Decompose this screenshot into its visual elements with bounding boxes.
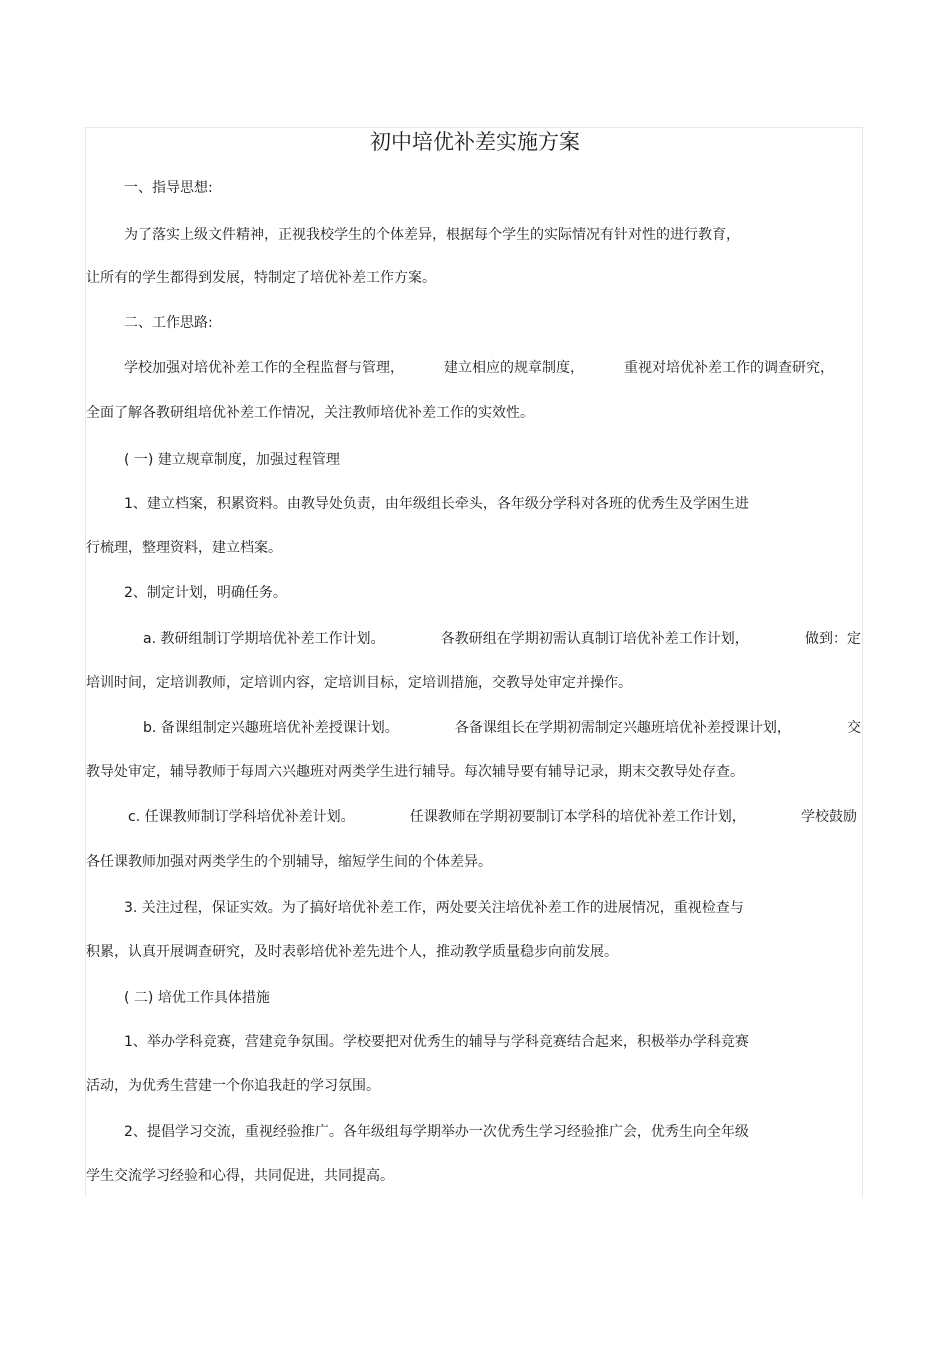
- text-segment: c. 任课教师制订学科培优补差计划。: [128, 809, 355, 825]
- list-item-line: 1、建立档案，积累资料。由教导处负责，由年级组长牵头，各年级分学科对各班的优秀生及学困生进: [124, 496, 749, 512]
- list-item-line: [128, 807, 857, 827]
- paragraph-line: 为了落实上级文件精神，正视我校学生的个体差异，根据每个学生的实际情况有针对性的进行教育，: [124, 227, 740, 243]
- text-segment: 各教研组在学期初需认真制订培优补差工作计划，: [440, 631, 749, 647]
- list-item-line: [143, 629, 861, 649]
- list-item-line: 积累，认真开展调查研究，及时表彰培优补差先进个人，推动教学质量稳步向前发展。: [86, 944, 618, 960]
- list-item-line: 1、举办学科竞赛，营建竞争氛围。学校要把对优秀生的辅导与学科竞赛结合起来，积极举办学科竞赛: [124, 1034, 749, 1050]
- section-heading-guiding-thought: 一、指导思想:: [124, 180, 213, 196]
- text-segment: a. 教研组制订学期培优补差工作计划。: [143, 631, 385, 647]
- text-segment: 重视对培优补差工作的调查研究，: [624, 360, 834, 376]
- document-title: 初中培优补差实施方案: [370, 130, 580, 154]
- list-item-line: 各任课教师加强对两类学生的个别辅导，缩短学生间的个体差异。: [86, 854, 492, 870]
- list-item-line: 活动，为优秀生营建一个你追我赶的学习氛围。: [86, 1078, 380, 1094]
- paragraph-line: [124, 358, 834, 378]
- list-item-line: 3. 关注过程，保证实效。为了搞好培优补差工作，两处要关注培优补差工作的进展情况，重视检查与: [124, 900, 744, 916]
- text-segment: b. 备课组制定兴趣班培优补差授课计划。: [143, 720, 399, 736]
- list-item-line: 行梳理，整理资料，建立档案。: [86, 540, 282, 556]
- subsection-heading-rules: ( 一) 建立规章制度，加强过程管理: [124, 452, 340, 468]
- text-segment: 学校加强对培优补差工作的全程监督与管理，: [124, 360, 404, 376]
- text-segment: 交: [846, 720, 861, 736]
- list-item-line: 学生交流学习经验和心得，共同促进，共同提高。: [86, 1168, 394, 1184]
- list-item-line: 教导处审定，辅导教师于每周六兴趣班对两类学生进行辅导。每次辅导要有辅导记录，期末交教导处存查。: [86, 764, 744, 780]
- list-item: 2、制定计划，明确任务。: [124, 585, 287, 601]
- list-item-line: 2、提倡学习交流，重视经验推广。各年级组每学期举办一次优秀生学习经验推广会，优秀生向全年级: [124, 1124, 749, 1140]
- list-item-line: 培训时间，定培训教师，定培训内容，定培训目标，定培训措施，交教导处审定并操作。: [86, 675, 632, 691]
- text-segment: 学校鼓励: [800, 809, 857, 825]
- section-heading-work-approach: 二、工作思路:: [124, 315, 213, 331]
- text-segment: 各备课组长在学期初需制定兴趣班培优补差授课计划，: [454, 720, 791, 736]
- text-segment: 任课教师在学期初要制订本学科的培优补差工作计划，: [409, 809, 746, 825]
- list-item-line: [143, 718, 861, 738]
- subsection-heading-measures: ( 二) 培优工作具体措施: [124, 990, 270, 1006]
- text-segment: 建立相应的规章制度，: [444, 360, 584, 376]
- paragraph-line: 让所有的学生都得到发展，特制定了培优补差工作方案。: [86, 270, 436, 286]
- text-segment: 做到：定: [804, 631, 861, 647]
- paragraph-line: 全面了解各教研组培优补差工作情况，关注教师培优补差工作的实效性。: [86, 405, 534, 421]
